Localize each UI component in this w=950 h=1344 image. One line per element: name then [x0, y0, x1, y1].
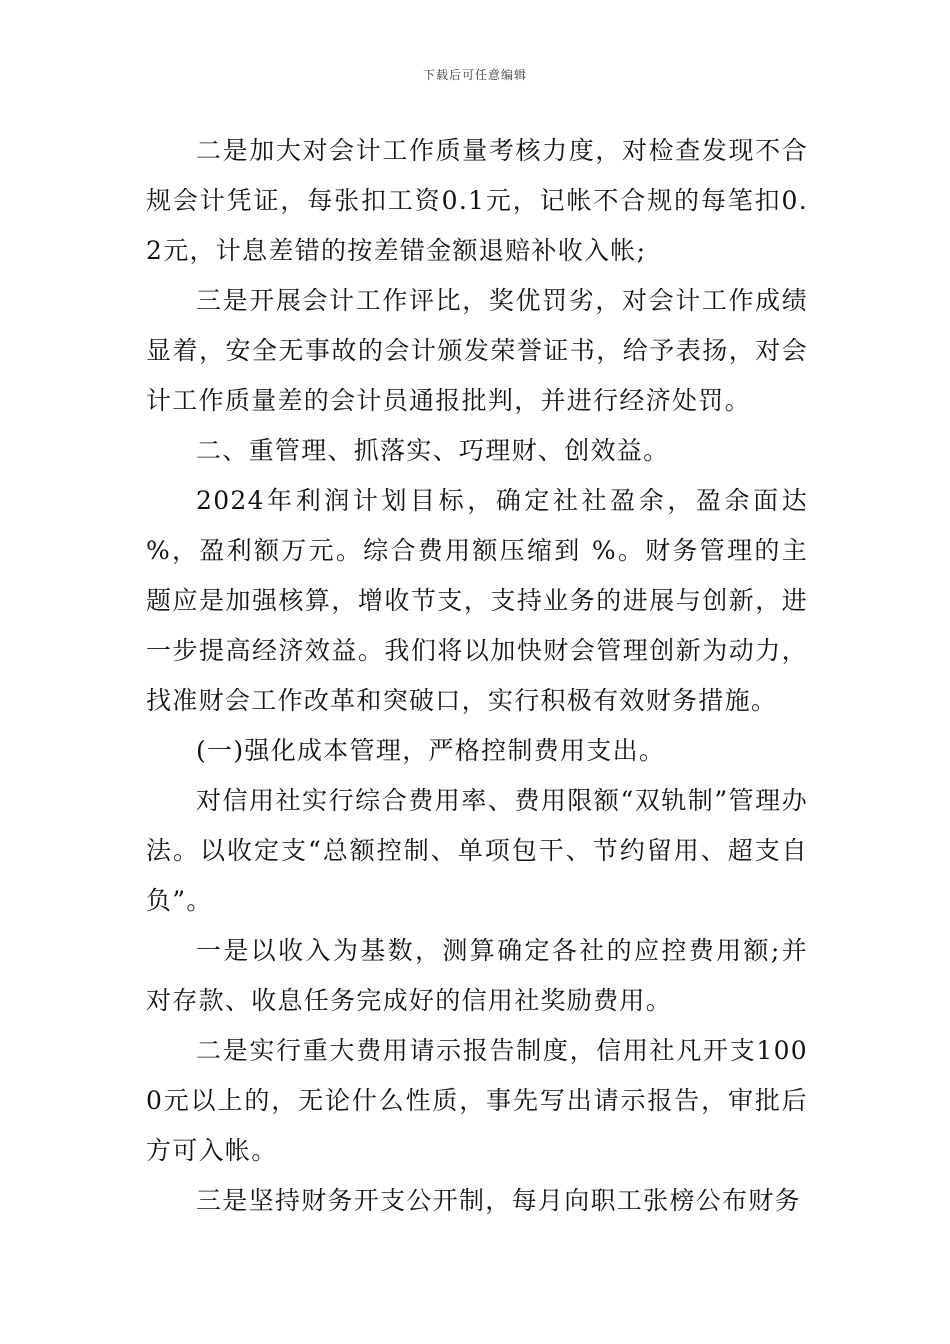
section-heading-management: 二、重管理、抓落实、巧理财、创效益。 — [196, 436, 670, 465]
paragraph-financial-disclosure: 三是坚持财务开支公开制，每月向职工张榜公布财务 — [196, 1186, 801, 1215]
paragraph-accounting-quality-assessment: 二是加大对会计工作质量考核力度，对检查发现不合规会计凭证，每张扣工资0.1元，记帐不合规的每笔扣0.2元，计息差错的按差错金额退赔补收入帐; — [146, 136, 808, 265]
paragraph-major-expense-reporting: 二是实行重大费用请示报告制度，信用社凡开支1000元以上的，无论什么性质，事先写出请示报告，审批后方可入帐。 — [146, 1036, 808, 1165]
paragraph-dual-track-management: 对信用社实行综合费用率、费用限额“双轨制”管理办法。以收定支“总额控制、单项包干、节约留用、超支自负”。 — [146, 786, 808, 915]
paragraph-profit-plan: 2024年利润计划目标，确定社社盈余，盈余面达 %，盈利额万元。综合费用额压缩到 %。财务管理的主题应是加强核算，增收节支，支持业务的进展与创新，进一步提高经济效益。我们将以加快财会管理创新为动力，找准财会工作改革和突破口，实行积极有效财务措施。 — [146, 486, 808, 715]
paragraph-accounting-work-evaluation: 三是开展会计工作评比，奖优罚劣，对会计工作成绩显着，安全无事故的会计颁发荣誉证书，给予表扬，对会计工作质量差的会计员通报批判，并进行经济处罚。 — [146, 286, 808, 415]
page-header-note: 下载后可任意编辑 — [422, 68, 527, 82]
paragraph-income-base: 一是以收入为基数，测算确定各社的应控费用额;并对存款、收息任务完成好的信用社奖励费用。 — [146, 936, 808, 1015]
document-body — [146, 126, 808, 1226]
subsection-heading-cost-control: (一)强化成本管理，严格控制费用支出。 — [196, 736, 666, 765]
